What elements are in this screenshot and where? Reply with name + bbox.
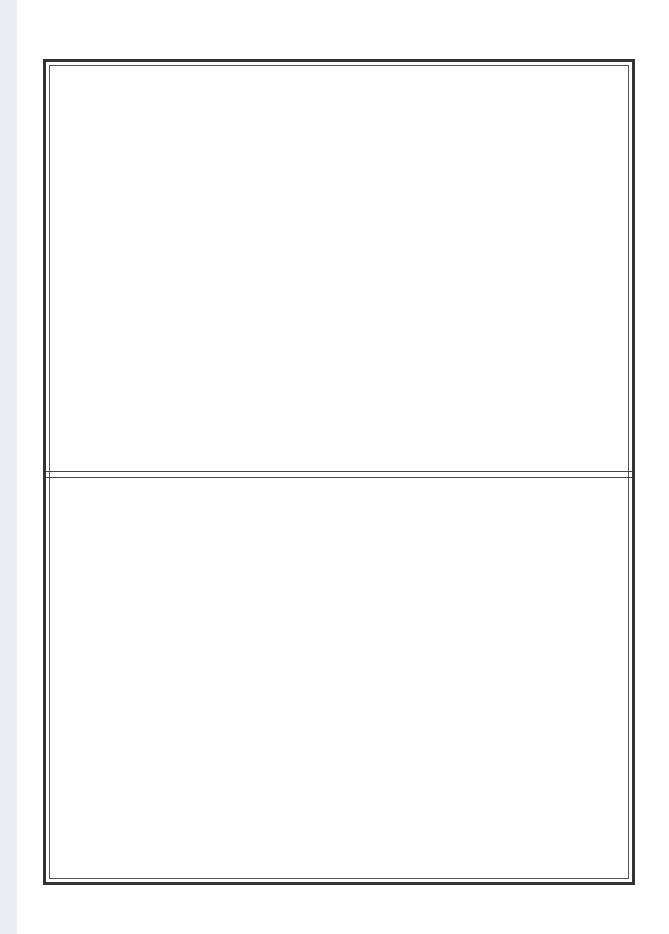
- half-divider: [46, 471, 632, 478]
- top-half: [52, 68, 626, 465]
- text-frame: [43, 59, 635, 885]
- bottom-half: [52, 484, 626, 877]
